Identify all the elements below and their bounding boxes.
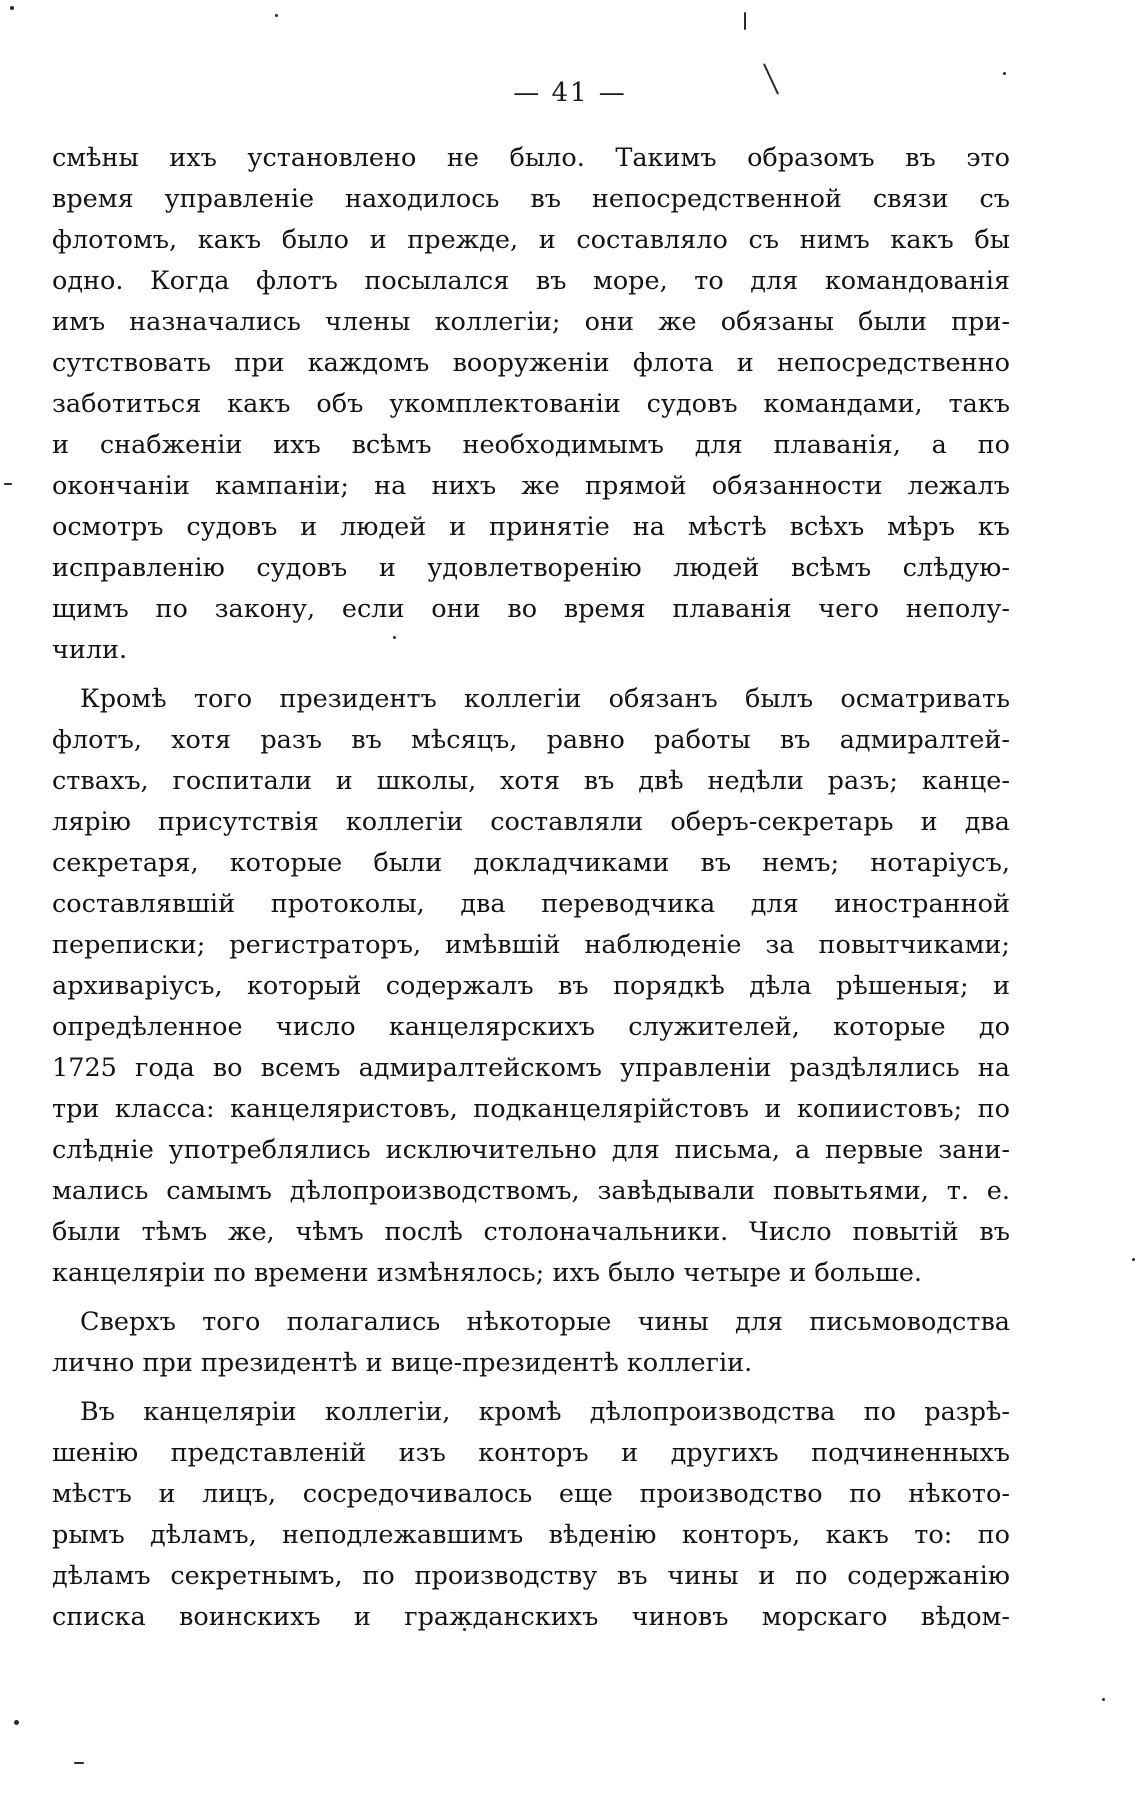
text-line: исправленію судовъ и удовлетворенію людей всѣмъ слѣдую- xyxy=(52,553,1010,583)
text-line: рымъ дѣламъ, неподлежавшимъ вѣденію конторъ, какъ то: по xyxy=(52,1520,1010,1550)
scan-speck xyxy=(14,1720,19,1725)
scan-speck xyxy=(10,6,14,10)
paragraph-4 xyxy=(52,1392,1010,1638)
text-line: заботиться какъ объ укомплектованіи судовъ командами, такъ xyxy=(52,389,1010,419)
text-line: три класса: канцеляристовъ, подканцелярійстовъ и копиистовъ; по xyxy=(52,1094,1010,1124)
paragraph-3 xyxy=(52,1302,1010,1384)
text-line: флотомъ, какъ было и прежде, и составляло съ нимъ какъ бы xyxy=(52,225,1010,255)
text-line: составлявшій протоколы, два переводчика для иностранной xyxy=(52,889,1010,919)
text-line: щимъ по закону, если они во время плаванія чего неполу- xyxy=(52,594,1010,624)
text-line: смѣны ихъ установлено не было. Такимъ образомъ въ это xyxy=(52,143,1010,173)
scan-speck xyxy=(1132,1258,1135,1261)
paragraph-2 xyxy=(52,679,1010,1294)
text-line: Кромѣ того президентъ коллегіи обязанъ былъ осматривать xyxy=(80,684,1010,714)
body-text xyxy=(52,138,1010,1646)
page-number: — 41 — xyxy=(513,78,627,108)
text-line: время управленіе находилось въ непосредственной связи съ xyxy=(52,184,1010,214)
scan-speck xyxy=(1003,72,1006,75)
text-line: и снабженіи ихъ всѣмъ необходимымъ для плаванія, а по xyxy=(52,430,1010,460)
text-line: архиваріусъ, который содержалъ въ порядкѣ дѣла рѣшеныя; и xyxy=(52,971,1010,1001)
text-line: секретаря, которые были докладчиками въ немъ; нотаріусъ, xyxy=(52,848,1010,878)
paragraph-1 xyxy=(52,138,1010,671)
text-line: опредѣленное число канцелярскихъ служителей, которые до xyxy=(52,1012,1010,1042)
text-line: окончаніи кампаніи; на нихъ же прямой обязанности лежалъ xyxy=(52,471,1010,501)
text-line: лично при президентѣ и вице-президентѣ коллегіи. xyxy=(52,1348,753,1378)
text-line: мѣстъ и лицъ, сосредочивалось еще производство по нѣкото- xyxy=(52,1479,1010,1509)
text-line: слѣдніе употреблялись исключительно для письма, а первые зани- xyxy=(52,1135,1010,1165)
scan-speck xyxy=(1102,1698,1105,1701)
scan-speck xyxy=(4,483,12,485)
text-line: ствахъ, госпитали и школы, хотя въ двѣ недѣли разъ; канце- xyxy=(52,766,1010,796)
text-line: лярію присутствія коллегіи составляли оберъ-секретарь и два xyxy=(52,807,1010,837)
text-line: списка воинскихъ и гражданскихъ чиновъ морскаго вѣдом- xyxy=(52,1602,1010,1632)
text-line: флотъ, хотя разъ въ мѣсяцъ, равно работы въ адмиралтей- xyxy=(52,725,1010,755)
scan-speck xyxy=(275,14,278,17)
scan-speck xyxy=(74,1762,84,1764)
scan-speck xyxy=(744,12,746,30)
text-line: осмотръ судовъ и людей и принятіе на мѣстѣ всѣхъ мѣръ къ xyxy=(52,512,1010,542)
text-line: переписки; регистраторъ, имѣвшій наблюденіе за повытчиками; xyxy=(52,930,1010,960)
text-line: сутствовать при каждомъ вооруженіи флота и непосредственно xyxy=(52,348,1010,378)
text-line: дѣламъ секретнымъ, по производству въ чины и по содержанію xyxy=(52,1561,1010,1591)
text-line: Въ канцеляріи коллегіи, кромѣ дѣлопроизводства по разрѣ- xyxy=(80,1397,1010,1427)
text-line: имъ назначались члены коллегіи; они же обязаны были при- xyxy=(52,307,1010,337)
text-line: Сверхъ того полагались нѣкоторые чины для письмоводства xyxy=(80,1307,1010,1337)
text-line: одно. Когда флотъ посылался въ море, то для командованія xyxy=(52,266,1010,296)
text-line: шенію представленій изъ конторъ и другихъ подчиненныхъ xyxy=(52,1438,1010,1468)
text-line: мались самымъ дѣлопроизводствомъ, завѣдывали повытьями, т. е. xyxy=(52,1176,1010,1206)
text-line: 1725 года во всемъ адмиралтейскомъ управленіи раздѣлялись на xyxy=(52,1053,1010,1083)
text-line: канцеляріи по времени измѣнялось; ихъ было четыре и больше. xyxy=(52,1258,923,1288)
text-line: чили. xyxy=(52,635,128,665)
text-line: были тѣмъ же, чѣмъ послѣ столоначальники. Число повытій въ xyxy=(52,1217,1010,1247)
